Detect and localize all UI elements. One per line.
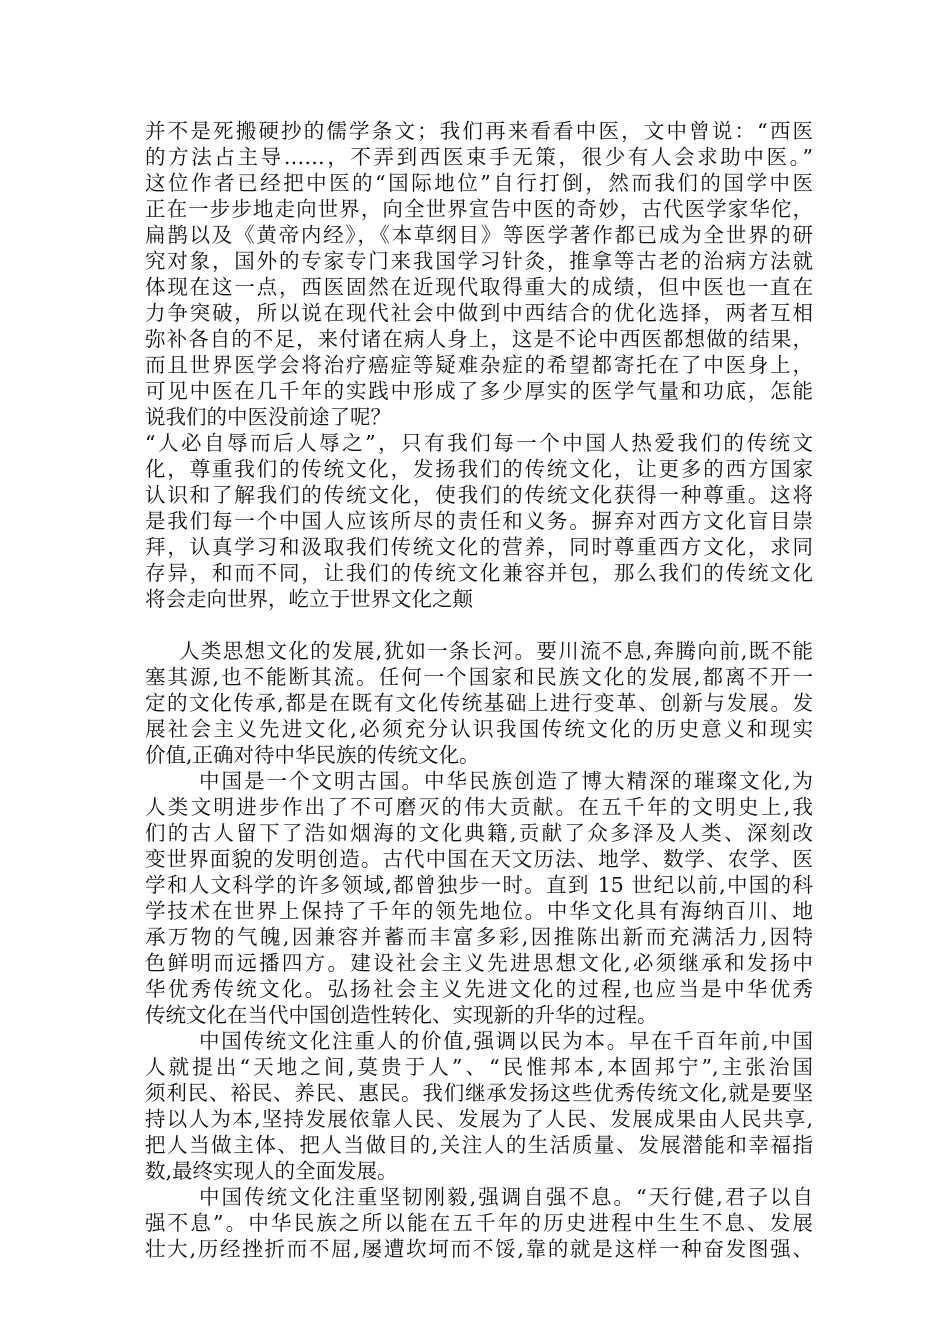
text-line: 把人当做主体、把人当做目的,关注人的生活质量、发展潜能和幸福指 [145,1133,813,1157]
text-line: 持以人为本,坚持发展依靠人民、发展为了人民、发展成果由人民共享, [145,1107,813,1131]
text-line: 人类文明进步作出了不可磨灭的伟大贡献。在五千年的文明史上,我 [145,795,813,819]
text-line: 究对象，国外的专家专门来我国学习针灸，推拿等古老的治病方法就 [145,249,813,273]
text-line: 而且世界医学会将治疗癌症等疑难杂症的希望都寄托在了中医身上， [145,353,813,377]
text-line: 中国传统文化注重人的价值,强调以民为本。早在千百年前,中国 [199,1029,813,1053]
text-line: 弥补各自的不足，来付诸在病人身上，这是不论中西医都想做的结果， [145,327,813,351]
text-line: 们的古人留下了浩如烟海的文化典籍,贡献了众多泽及人类、深刻改 [145,821,813,845]
text-line: 华优秀传统文化。弘扬社会主义先进文化的过程,也应当是中华优秀 [145,977,813,1001]
text-line: 存异，和而不同，让我们的传统文化兼容并包，那么我们的传统文化 [145,561,813,585]
text-line: 学技术在世界上保持了千年的领先地位。中华文化具有海纳百川、地 [145,899,813,923]
text-line: “人必自辱而后人辱之”，只有我们每一个中国人热爱我们的传统文 [145,431,813,455]
text-line: 是我们每一个中国人应该所尽的责任和义务。摒弃对西方文化盲目崇 [145,509,813,533]
text-line: 这位作者已经把中医的“国际地位”自行打倒，然而我们的国学中医 [145,171,813,195]
text-line: 并不是死搬硬抄的儒学条文；我们再来看看中医，文中曾说：“西医 [145,119,813,143]
text-line: 化，尊重我们的传统文化，发扬我们的传统文化，让更多的西方国家 [145,457,813,481]
text-line: 人就提出“天地之间,莫贵于人”、“民惟邦本,本固邦宁”,主张治国 [145,1055,813,1079]
text-line: 中国是一个文明古国。中华民族创造了博大精深的璀璨文化,为 [199,769,813,793]
text-line: 强不息”。中华民族之所以能在五千年的历史进程中生生不息、发展 [145,1211,813,1235]
text-line: 壮大,历经挫折而不屈,屡遭坎坷而不馁,靠的就是这样一种奋发图强、 [145,1237,813,1261]
paragraph-self-improvement [145,1184,813,1262]
text-line: 可见中医在几千年的实践中形成了多少厚实的医学气量和功底，怎能 [145,379,813,403]
text-line: 说我们的中医没前途了呢？ [145,405,391,429]
text-line: 人类思想文化的发展,犹如一条长河。要川流不息,奔腾向前,既不能 [179,639,813,663]
text-line: 须利民、裕民、养民、惠民。我们继承发扬这些优秀传统文化,就是要坚 [145,1081,813,1105]
text-line: 正在一步步地走向世界，向全世界宣告中医的奇妙，古代医学家华佗， [145,197,813,221]
text-line: 体现在这一点，西医固然在近现代取得重大的成绩，但中医也一直在 [145,275,813,299]
paragraph-tcm [145,118,813,430]
text-line: 中国传统文化注重坚韧刚毅,强调自强不息。“天行健,君子以自 [199,1185,813,1209]
text-line: 色鲜明而远播四方。建设社会主义先进思想文化,必须继承和发扬中 [145,951,813,975]
text-line: 数,最终实现人的全面发展。 [145,1159,398,1183]
document-page [145,118,813,1262]
text-line: 传统文化在当代中国创造性转化、实现新的升华的过程。 [145,1003,658,1027]
paragraph-respect-culture [145,430,813,612]
text-line: 认识和了解我们的传统文化，使我们的传统文化获得一种尊重。这将 [145,483,813,507]
text-line: 展社会主义先进文化,必须充分认识我国传统文化的历史意义和现实 [145,717,813,741]
text-line: 扁鹊以及《黄帝内经》，《本草纲目》等医学著作都已成为全世界的研 [145,223,813,247]
text-line: 塞其源,也不能断其流。任何一个国家和民族文化的发展,都离不开一 [145,665,813,689]
paragraph-gap [145,612,813,638]
paragraph-ancient-civilization [145,768,813,1028]
text-line: 力争突破，所以说在现代社会中做到中西结合的优化选择，两者互相 [145,301,813,325]
paragraph-people-oriented [145,1028,813,1184]
text-line: 拜，认真学习和汲取我们传统文化的营养，同时尊重西方文化，求同 [145,535,813,559]
text-line: 价值,正确对待中华民族的传统文化。 [145,743,480,767]
text-line: 学和人文科学的许多领域,都曾独步一时。直到 15 世纪以前,中国的科 [145,873,813,897]
text-line: 承万物的气魄,因兼容并蓄而丰富多彩,因推陈出新而充满活力,因特 [145,925,813,949]
text-line: 定的文化传承,都是在既有文化传统基础上进行变革、创新与发展。发 [145,691,813,715]
paragraph-thought-river [145,638,813,768]
text-line: 变世界面貌的发明创造。古代中国在天文历法、地学、数学、农学、医 [145,847,813,871]
text-line: 的方法占主导……，不弄到西医束手无策，很少有人会求助中医。” [145,145,813,169]
text-line: 将会走向世界，屹立于世界文化之颠 [145,587,473,611]
